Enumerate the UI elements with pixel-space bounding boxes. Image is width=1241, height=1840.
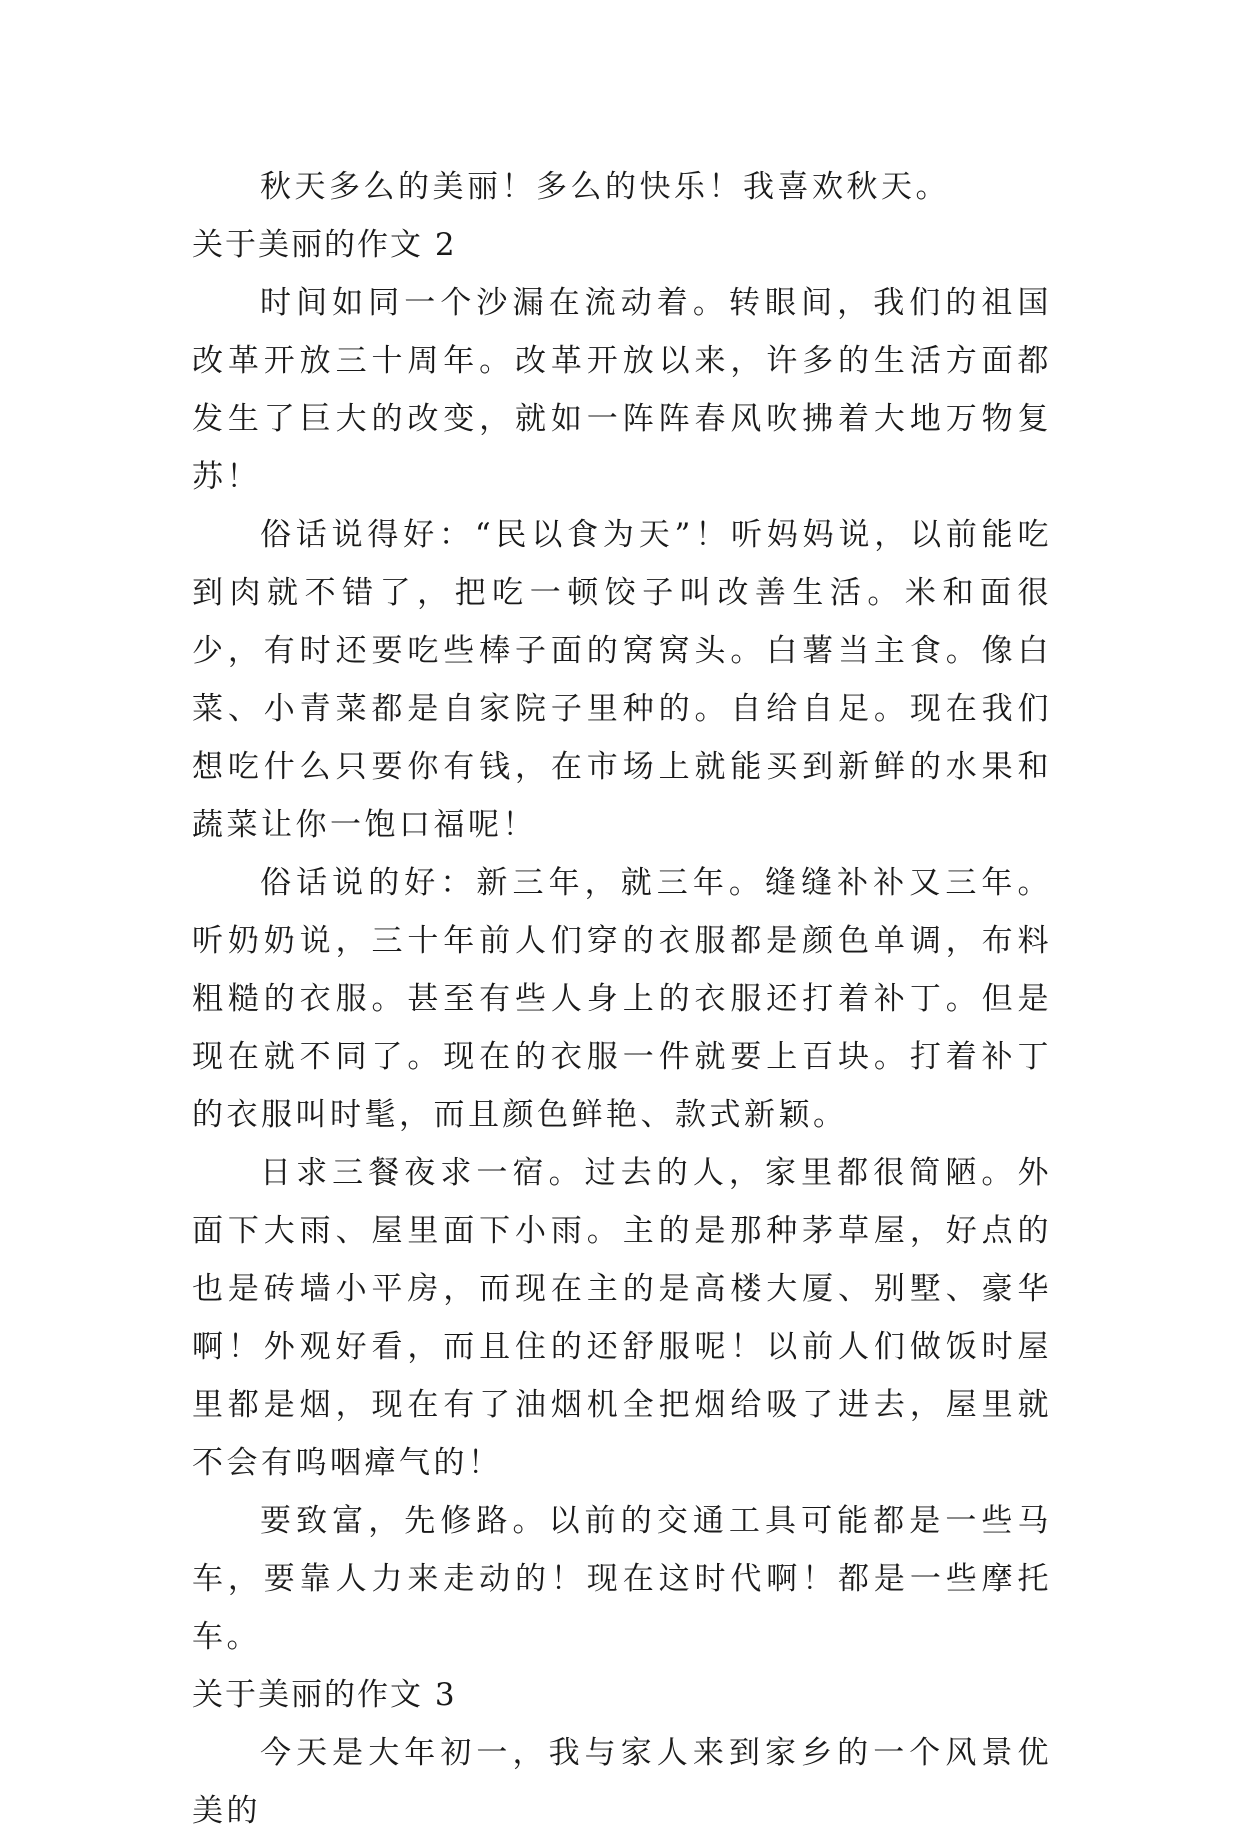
paragraph-housing: 日求三餐夜求一宿。过去的人，家里都很简陋。外面下大雨、屋里面下小雨。主的是那种茅草屋，好点的也是砖墙小平房，而现在主的是高楼大厦、别墅、豪华啊！外观好看，而且住的还舒服呢！以前人们做饭时屋里都是烟，现在有了油烟机全把烟给吸了进去，屋里就不会有呜咽瘴气的！	[192, 1155, 1052, 1481]
document-body	[192, 158, 1052, 1840]
essay-heading-2: 关于美丽的作文 2	[192, 227, 457, 263]
paragraph-clothing: 俗话说的好：新三年，就三年。缝缝补补又三年。听奶奶说，三十年前人们穿的衣服都是颜色单调，布料粗糙的衣服。甚至有些人身上的衣服还打着补丁。但是现在就不同了。现在的衣服一件就要上百块。打着补丁的衣服叫时髦，而且颜色鲜艳、款式新颖。	[192, 865, 1052, 1133]
paragraph-autumn-closing: 秋天多么的美丽！多么的快乐！我喜欢秋天。	[260, 169, 950, 205]
paragraph-new-year: 今天是大年初一，我与家人来到家乡的一个风景优美的	[192, 1735, 1052, 1829]
paragraph-reform-opening: 时间如同一个沙漏在流动着。转眼间，我们的祖国改革开放三十周年。改革开放以来，许多的生活方面都发生了巨大的改变，就如一阵阵春风吹拂着大地万物复苏！	[192, 285, 1052, 495]
essay-heading-3: 关于美丽的作文 3	[192, 1677, 457, 1713]
paragraph-food: 俗话说得好：“民以食为天”！听妈妈说，以前能吃到肉就不错了，把吃一顿饺子叫改善生活。米和面很少，有时还要吃些棒子面的窝窝头。白薯当主食。像白菜、小青菜都是自家院子里种的。自给自足。现在我们想吃什么只要你有钱，在市场上就能买到新鲜的水果和蔬菜让你一饱口福呢！	[192, 517, 1052, 843]
paragraph-transport: 要致富，先修路。以前的交通工具可能都是一些马车，要靠人力来走动的！现在这时代啊！都是一些摩托车。	[192, 1503, 1052, 1655]
